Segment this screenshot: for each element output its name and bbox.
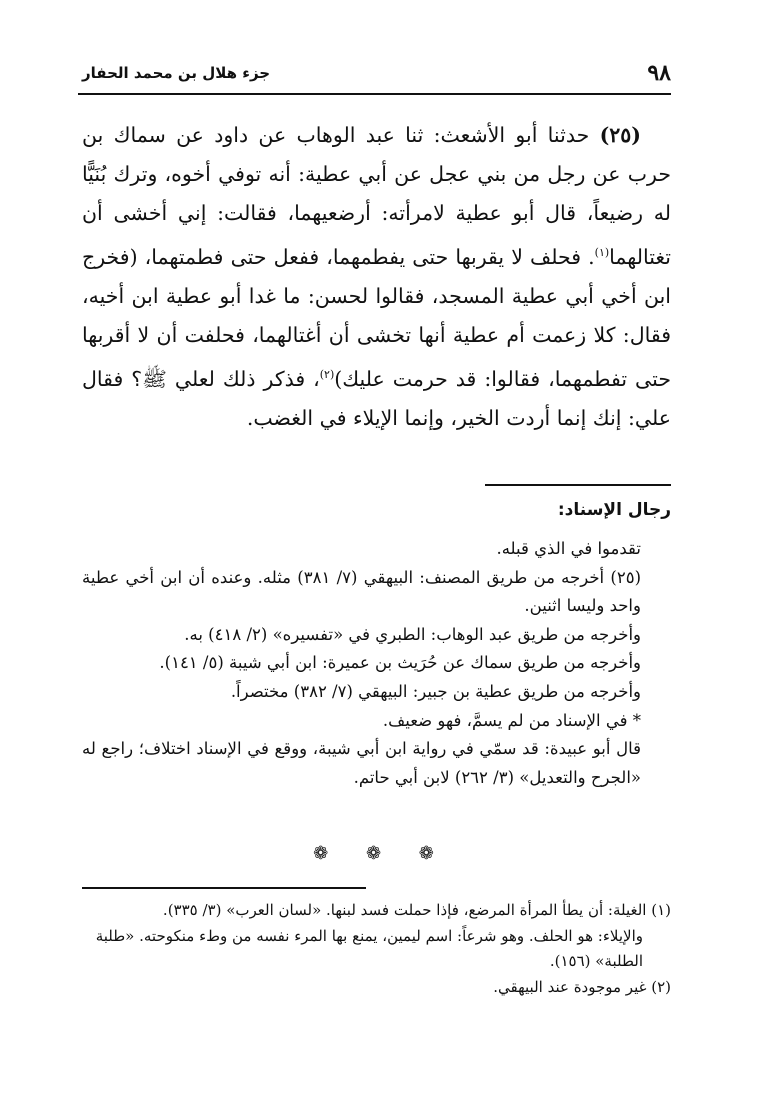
hadith-text-part3: ، فذكر ذلك لعلي ﷺ؟ فقال علي: إنك إنما أردت الخير، وإنما الإيلاء في الغضب. xyxy=(82,366,671,430)
section-separator xyxy=(485,484,671,486)
isnad-line: وأخرجه من طريق عطية بن جبير: البيهقي (٧/ ٣٨٢) مختصراً. xyxy=(230,681,641,701)
isnad-line: وأخرجه من طريق سماك عن حُرَيث بن عميرة: ابن أبي شيبة (٥/ ١٤١). xyxy=(159,653,641,673)
hadith-text-part1: حدثنا أبو الأشعث: ثنا عبد الوهاب عن داود عن سماك بن حرب عن رجل من بني عجل عن أبي عطية: أنه توفي أخوه، وترك بُنَيًّا له رضيعاً، قال أبو عطية لامرأته: أرضعيهما، فقالت: إني أخشى أن تغتالهما xyxy=(82,123,671,269)
ornament-divider: ❁ ❁ ❁ xyxy=(313,843,450,864)
hadith-number: (٢٥) xyxy=(599,123,641,147)
isnad-line: (٢٥) أخرجه من طريق المصنف: البيهقي (٧/ ٣٨١) مثله. وعنده أن ابن أخي عطية واحد وليسا اثنين. xyxy=(82,567,642,616)
isnad-line: وأخرجه من طريق عبد الوهاب: الطبري في «تفسيره» (٢/ ٤١٨) به. xyxy=(184,624,641,644)
isnad-line: تقدموا في الذي قبله. xyxy=(496,539,641,558)
isnad-heading: رجال الإسناد: xyxy=(557,500,671,520)
hadith-text xyxy=(82,116,671,438)
footnote-1-continuation: والإيلاء: هو الحلف. وهو شرعاً: اسم ليمين، يمنع بها المرء نفسه من وطء منكوحته. «طلبة الطلبة» (١٥٦). xyxy=(95,926,643,971)
footnote-marker-2: (٢) xyxy=(319,367,335,381)
page-number: ٩٨ xyxy=(647,60,671,86)
isnad-line: قال أبو عبيدة: قد سمّي في رواية ابن أبي شيبة، ووقع في الإسناد اختلاف؛ راجع له «الجرح والتعديل» (٣/ ٢٦٢) لابن أبي حاتم. xyxy=(82,739,641,787)
hadith-text-part2: . فحلف لا يقربها حتى يفطمهما، ففعل حتى فطمتهما، (فخرج ابن أخي أبي عطية المسجد، فقالوا لحسن: ما غدا أبو عطية ابن أخيه، فقال: كلا زعمت أم عطية أنها تخشى أن أغتالهما، فحلفت أن لا أقربها حتى تفطمهما، فقالوا: قد حرمت عليك) xyxy=(82,244,671,391)
footnote-1: (١) الغيلة: أن يطأ المرأة المرضع، فإذا حملت فسد لبنها. «لسان العرب» (٣/ ٣٣٥). xyxy=(162,901,671,919)
footnote-marker-1: (١) xyxy=(594,246,610,259)
footnote-rule xyxy=(82,887,366,889)
isnad-line: * في الإسناد من لم يسمَّ، فهو ضعيف. xyxy=(382,710,641,730)
footnotes xyxy=(82,898,671,1000)
footnote-2: (٢) غير موجودة عند البيهقي. xyxy=(493,977,671,996)
header-rule xyxy=(78,93,671,95)
isnad-section xyxy=(82,535,671,792)
running-header-title: جزء هلال بن محمد الحفار xyxy=(82,64,271,82)
